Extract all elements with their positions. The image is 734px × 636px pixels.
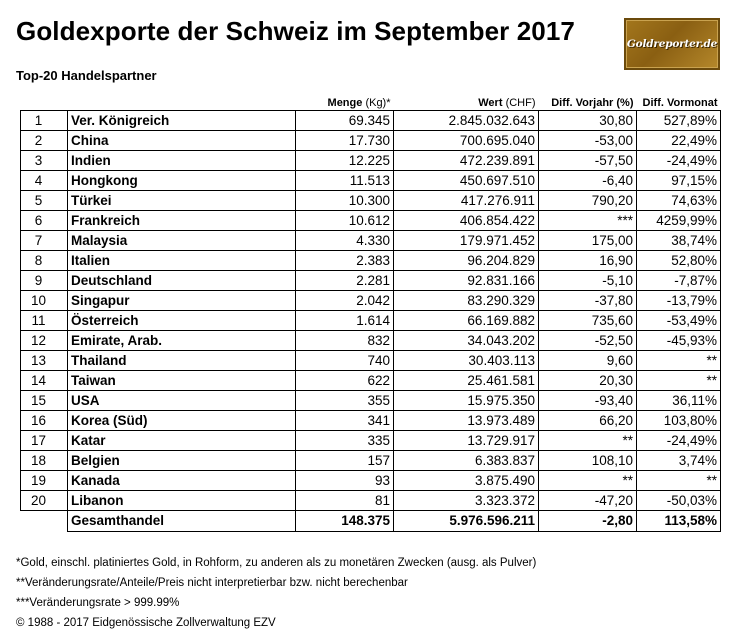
cell-menge: 355 [296, 391, 394, 411]
cell-diff-vormonat: 3,74% [637, 451, 721, 471]
table-row [21, 451, 721, 471]
cell-country: Thailand [68, 351, 296, 371]
cell-country: Deutschland [68, 271, 296, 291]
cell-diff-vorjahr: -53,00 [539, 131, 637, 151]
cell-country: Korea (Süd) [68, 411, 296, 431]
cell-diff-vormonat: -24,49% [637, 431, 721, 451]
cell-wert: 13.973.489 [394, 411, 539, 431]
cell-diff-vormonat: 36,11% [637, 391, 721, 411]
cell-diff-vorjahr: -57,50 [539, 151, 637, 171]
cell-menge: 341 [296, 411, 394, 431]
table-row [21, 191, 721, 211]
cell-country: Ver. Königreich [68, 111, 296, 131]
cell-wert: 700.695.040 [394, 131, 539, 151]
cell-menge: 622 [296, 371, 394, 391]
cell-menge: 2.281 [296, 271, 394, 291]
table-row [21, 231, 721, 251]
table-row [21, 391, 721, 411]
table-header-row [21, 91, 721, 111]
table-row [21, 211, 721, 231]
cell-diff-vorjahr: 20,30 [539, 371, 637, 391]
cell-country: Hongkong [68, 171, 296, 191]
cell-diff-vorjahr: 9,60 [539, 351, 637, 371]
cell-country: Italien [68, 251, 296, 271]
table-subtitle: Top-20 Handelspartner [16, 68, 157, 83]
cell-wert: 25.461.581 [394, 371, 539, 391]
cell-wert: 30.403.113 [394, 351, 539, 371]
cell-diff-vormonat: 74,63% [637, 191, 721, 211]
cell-diff-vorjahr: -5,10 [539, 271, 637, 291]
cell-menge: 11.513 [296, 171, 394, 191]
goldreporter-logo [624, 18, 720, 70]
cell-menge: 1.614 [296, 311, 394, 331]
cell-menge: 10.300 [296, 191, 394, 211]
table-row [21, 271, 721, 291]
cell-menge: 2.042 [296, 291, 394, 311]
cell-rank: 14 [21, 371, 68, 391]
table-row [21, 171, 721, 191]
cell-menge: 10.612 [296, 211, 394, 231]
cell-rank: 17 [21, 431, 68, 451]
cell-country: Belgien [68, 451, 296, 471]
cell-menge: 4.330 [296, 231, 394, 251]
cell-rank: 1 [21, 111, 68, 131]
cell-wert: 3.875.490 [394, 471, 539, 491]
cell-wert: 2.845.032.643 [394, 111, 539, 131]
cell-diff-vormonat: -7,87% [637, 271, 721, 291]
cell-menge: 157 [296, 451, 394, 471]
logo-text: Goldreporter.de [626, 38, 718, 50]
cell-country: Österreich [68, 311, 296, 331]
cell-country: Libanon [68, 491, 296, 511]
cell-diff-vorjahr: -37,80 [539, 291, 637, 311]
header-rank [21, 91, 68, 111]
cell-menge: 93 [296, 471, 394, 491]
cell-diff-vormonat: ** [637, 371, 721, 391]
total-row [21, 511, 721, 532]
cell-country: Kanada [68, 471, 296, 491]
cell-wert: 450.697.510 [394, 171, 539, 191]
table-row [21, 111, 721, 131]
cell-diff-vormonat: 52,80% [637, 251, 721, 271]
cell-country: Indien [68, 151, 296, 171]
cell-diff-vorjahr: ** [539, 431, 637, 451]
cell-wert: 83.290.329 [394, 291, 539, 311]
cell-menge: 832 [296, 331, 394, 351]
table-row [21, 371, 721, 391]
cell-diff-vorjahr: -52,50 [539, 331, 637, 351]
cell-diff-vorjahr: ** [539, 471, 637, 491]
cell-menge: 12.225 [296, 151, 394, 171]
cell-menge: 740 [296, 351, 394, 371]
cell-rank: 8 [21, 251, 68, 271]
cell-diff-vormonat: 38,74% [637, 231, 721, 251]
table-row [21, 291, 721, 311]
cell-menge: 335 [296, 431, 394, 451]
table-row [21, 491, 721, 511]
cell-country: Frankreich [68, 211, 296, 231]
cell-rank: 10 [21, 291, 68, 311]
cell-country: China [68, 131, 296, 151]
footnote: ***Veränderungsrate > 999.99% [16, 597, 180, 609]
cell-wert: 179.971.452 [394, 231, 539, 251]
cell-diff-vorjahr: 16,90 [539, 251, 637, 271]
cell-rank: 5 [21, 191, 68, 211]
cell-rank: 7 [21, 231, 68, 251]
cell-rank: 2 [21, 131, 68, 151]
cell-diff-vorjahr: 66,20 [539, 411, 637, 431]
table-row [21, 431, 721, 451]
total-wert: 5.976.596.211 [394, 511, 539, 532]
table-row [21, 251, 721, 271]
header-diff-vorjahr: Diff. Vorjahr (%) [551, 97, 634, 109]
header-country [68, 91, 296, 111]
table-row [21, 351, 721, 371]
table-row [21, 311, 721, 331]
total-diff-vormonat: 113,58% [637, 511, 721, 532]
footnote: *Gold, einschl. platiniertes Gold, in Rohform, zu anderen als zu monetären Zwecken (ausg. als Pulver) [16, 557, 537, 569]
cell-wert: 15.975.350 [394, 391, 539, 411]
cell-wert: 406.854.422 [394, 211, 539, 231]
cell-menge: 2.383 [296, 251, 394, 271]
cell-wert: 6.383.837 [394, 451, 539, 471]
cell-diff-vormonat: 97,15% [637, 171, 721, 191]
cell-rank: 6 [21, 211, 68, 231]
cell-diff-vormonat: 4259,99% [637, 211, 721, 231]
cell-wert: 13.729.917 [394, 431, 539, 451]
table-row [21, 131, 721, 151]
total-diff-vorjahr: -2,80 [539, 511, 637, 532]
cell-diff-vormonat: -53,49% [637, 311, 721, 331]
cell-country: Türkei [68, 191, 296, 211]
cell-diff-vorjahr: 735,60 [539, 311, 637, 331]
cell-diff-vorjahr: 30,80 [539, 111, 637, 131]
table-row [21, 331, 721, 351]
total-label: Gesamthandel [68, 511, 296, 532]
cell-rank: 4 [21, 171, 68, 191]
header-menge: Menge (Kg)* [327, 97, 391, 109]
cell-rank: 20 [21, 491, 68, 511]
trade-partner-table [20, 91, 721, 532]
cell-diff-vormonat: -24,49% [637, 151, 721, 171]
cell-diff-vormonat: ** [637, 351, 721, 371]
cell-diff-vormonat: 22,49% [637, 131, 721, 151]
cell-diff-vorjahr: 790,20 [539, 191, 637, 211]
total-menge: 148.375 [296, 511, 394, 532]
cell-diff-vorjahr: -93,40 [539, 391, 637, 411]
table-row [21, 151, 721, 171]
footnotes [16, 553, 536, 633]
table-row [21, 411, 721, 431]
cell-wert: 3.323.372 [394, 491, 539, 511]
cell-diff-vorjahr: 175,00 [539, 231, 637, 251]
cell-rank: 11 [21, 311, 68, 331]
cell-wert: 472.239.891 [394, 151, 539, 171]
cell-country: Taiwan [68, 371, 296, 391]
cell-wert: 417.276.911 [394, 191, 539, 211]
cell-wert: 92.831.166 [394, 271, 539, 291]
header-diff-vormonat: Diff. Vormonat [642, 97, 718, 109]
cell-country: Emirate, Arab. [68, 331, 296, 351]
cell-diff-vormonat: 103,80% [637, 411, 721, 431]
page-title: Goldexporte der Schweiz im September 2017 [16, 16, 575, 46]
cell-rank: 12 [21, 331, 68, 351]
cell-rank: 9 [21, 271, 68, 291]
cell-diff-vormonat: ** [637, 471, 721, 491]
cell-menge: 17.730 [296, 131, 394, 151]
cell-diff-vorjahr: 108,10 [539, 451, 637, 471]
cell-diff-vormonat: -13,79% [637, 291, 721, 311]
cell-rank: 16 [21, 411, 68, 431]
cell-wert: 34.043.202 [394, 331, 539, 351]
cell-country: USA [68, 391, 296, 411]
cell-rank: 13 [21, 351, 68, 371]
cell-rank: 15 [21, 391, 68, 411]
header-wert: Wert (CHF) [478, 97, 536, 109]
footnote: **Veränderungsrate/Anteile/Preis nicht interpretierbar bzw. nicht berechenbar [16, 577, 408, 589]
cell-diff-vormonat: -45,93% [637, 331, 721, 351]
cell-country: Singapur [68, 291, 296, 311]
cell-country: Katar [68, 431, 296, 451]
cell-wert: 66.169.882 [394, 311, 539, 331]
cell-diff-vorjahr: *** [539, 211, 637, 231]
cell-menge: 81 [296, 491, 394, 511]
cell-diff-vormonat: -50,03% [637, 491, 721, 511]
cell-wert: 96.204.829 [394, 251, 539, 271]
cell-rank: 18 [21, 451, 68, 471]
copyright-note: © 1988 - 2017 Eidgenössische Zollverwaltung EZV [16, 617, 276, 629]
cell-rank: 19 [21, 471, 68, 491]
cell-rank: 3 [21, 151, 68, 171]
cell-menge: 69.345 [296, 111, 394, 131]
cell-diff-vorjahr: -6,40 [539, 171, 637, 191]
cell-diff-vorjahr: -47,20 [539, 491, 637, 511]
cell-diff-vormonat: 527,89% [637, 111, 721, 131]
total-spacer [21, 511, 68, 532]
table-row [21, 471, 721, 491]
cell-country: Malaysia [68, 231, 296, 251]
